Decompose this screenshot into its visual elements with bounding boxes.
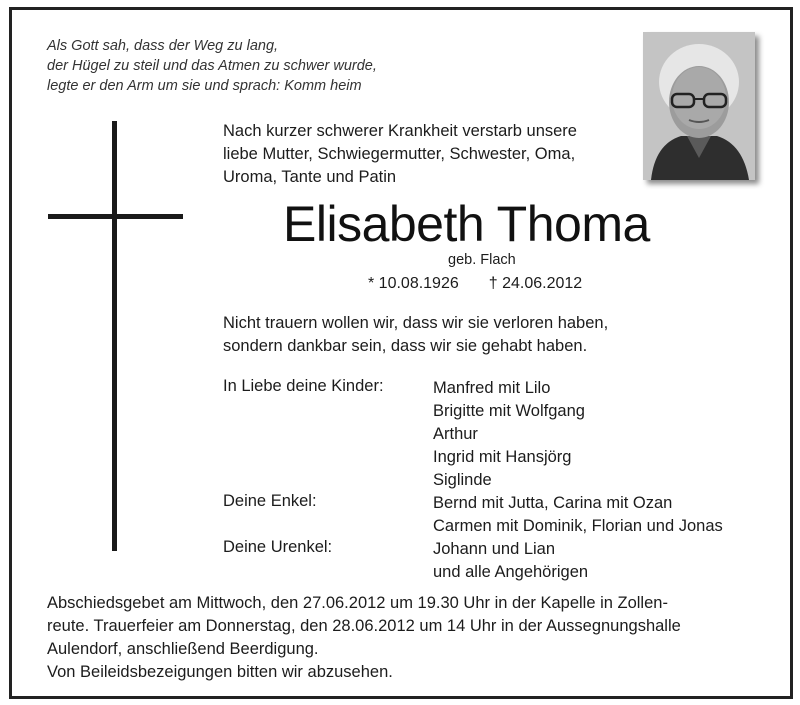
- maiden-name: geb. Flach: [448, 252, 516, 268]
- deceased-name: Elisabeth Thoma: [283, 196, 650, 252]
- intro-text: [223, 120, 577, 189]
- service-info: [47, 592, 681, 684]
- children-list: [433, 377, 585, 492]
- grandchild-entry: Carmen mit Dominik, Florian und Jonas: [433, 517, 723, 535]
- child-entry: Manfred mit Lilo: [433, 379, 551, 397]
- verse-line: der Hügel zu steil und das Atmen zu schwer wurde,: [47, 58, 377, 74]
- verse: [47, 36, 377, 96]
- quote-line: Nicht trauern wollen wir, dass wir sie verloren haben,: [223, 314, 609, 332]
- portrait-photo: [643, 32, 755, 180]
- info-line: Aulendorf, anschließend Beerdigung.: [47, 640, 319, 658]
- verse-line: legte er den Arm um sie und sprach: Komm heim: [47, 78, 362, 94]
- info-line: reute. Trauerfeier am Donnerstag, den 28.06.2012 um 14 Uhr in der Aussegnungshalle: [47, 617, 681, 635]
- child-entry: Arthur: [433, 425, 478, 443]
- cross-horizontal-bar: [48, 214, 183, 219]
- grandchildren-label: Deine Enkel:: [223, 492, 317, 510]
- child-entry: Brigitte mit Wolfgang: [433, 402, 585, 420]
- intro-line: Uroma, Tante und Patin: [223, 168, 397, 186]
- great-grandchildren-list: [433, 538, 588, 584]
- intro-line: liebe Mutter, Schwiegermutter, Schwester, Oma,: [223, 145, 576, 163]
- life-dates: [368, 275, 582, 293]
- info-line: Abschiedsgebet am Mittwoch, den 27.06.2012 um 19.30 Uhr in der Kapelle in Zollen-: [47, 594, 668, 612]
- children-label: In Liebe deine Kinder:: [223, 377, 384, 395]
- cross-vertical-bar: [112, 121, 117, 551]
- great-grandchild-entry: Johann und Lian: [433, 540, 556, 558]
- relatives-entry: und alle Angehörigen: [433, 563, 589, 581]
- info-line: Von Beileidsbezeigungen bitten wir abzusehen.: [47, 663, 393, 681]
- great-grandchildren-label: Deine Urenkel:: [223, 538, 333, 556]
- birth-date: * 10.08.1926: [368, 275, 459, 292]
- child-entry: Siglinde: [433, 471, 492, 489]
- intro-line: Nach kurzer schwerer Krankheit verstarb unsere: [223, 122, 577, 140]
- death-date: † 24.06.2012: [488, 275, 583, 292]
- grandchildren-list: [433, 492, 723, 538]
- grandchild-entry: Bernd mit Jutta, Carina mit Ozan: [433, 494, 673, 512]
- child-entry: Ingrid mit Hansjörg: [433, 448, 572, 466]
- consolation-quote: [223, 312, 608, 358]
- quote-line: sondern dankbar sein, dass wir sie gehabt haben.: [223, 337, 588, 355]
- verse-line: Als Gott sah, dass der Weg zu lang,: [47, 38, 279, 54]
